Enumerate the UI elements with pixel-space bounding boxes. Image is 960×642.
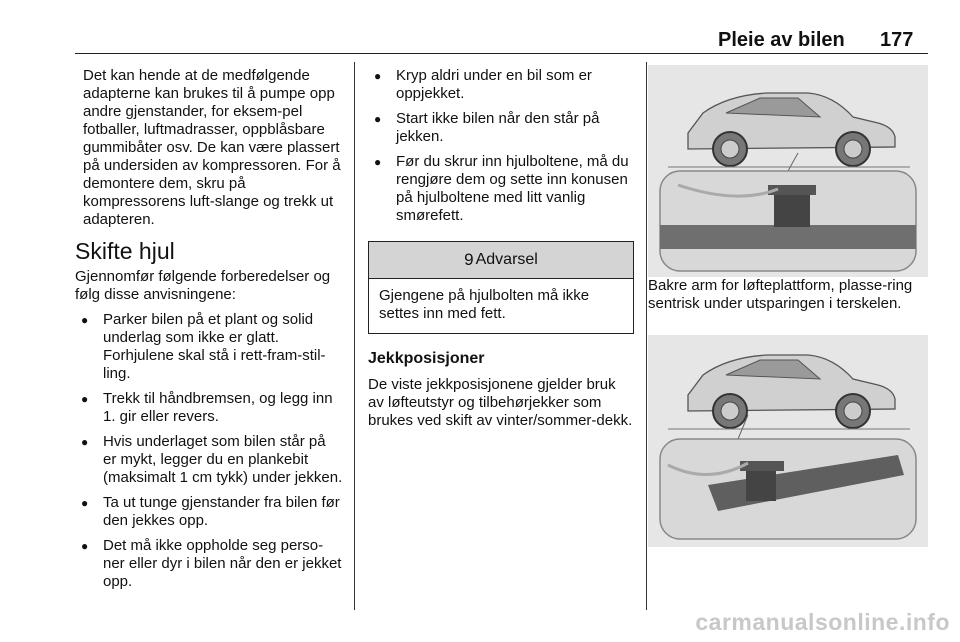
column-2 <box>368 67 634 430</box>
column-divider-2 <box>646 62 647 610</box>
page-section-title: Pleie av bilen <box>718 29 845 51</box>
list-item: ● Ta ut tunge gjenstander fra bilen før den jekkes opp. <box>75 494 343 530</box>
list-item: ● Parker bilen på et plant og solid underlag som ikke er glatt. Forhjulene skal stå i rett-fram-stil-ling. <box>75 311 343 383</box>
list-item: ● Kryp aldri under en bil som er oppjekket. <box>368 67 634 103</box>
page-number: 177 <box>880 29 914 51</box>
footer-watermark: carmanualsonline.info <box>695 609 950 635</box>
intro-paragraph: Det kan hende at de medfølgende adapterne kan brukes til å pumpe opp andre gjenstander, for eksem-pel fotballer, luftmadrasser, oppblåsbare gummibåter osv. De kan være plassert på undersiden av kompressoren. For å demontere dem, skru på kompressorens luft-slange og trekk ut adapteren. <box>83 67 341 228</box>
jack-point-illustration-1 <box>648 65 928 277</box>
warning-title: Advarsel <box>475 251 538 268</box>
column-divider-1 <box>354 62 355 610</box>
lead-paragraph: Gjennomfør følgende forberedelser og følg disse anvisningene: <box>75 268 331 303</box>
section-heading: Skifte hjul <box>75 238 175 264</box>
list-item: ● Hvis underlaget som bilen står på er mykt, legger du en plankebit (maksimalt 1 cm tykk) under jekken. <box>75 433 343 487</box>
jack-point-illustration-2 <box>648 335 928 547</box>
body-paragraph: De viste jekkposisjonene gjelder bruk av løfteutstyr og tilbehørjekker som brukes ved skift av vinter/sommer-dekk. <box>368 376 633 429</box>
bullet-list-1 <box>75 311 343 591</box>
column-3 <box>648 65 928 547</box>
warning-icon: 9 <box>464 250 474 269</box>
column-1 <box>75 67 343 591</box>
list-item: ● Start ikke bilen når den står på jekken. <box>368 110 634 146</box>
warning-header <box>369 242 633 279</box>
list-item: ● Det må ikke oppholde seg perso-ner eller dyr i bilen når den er jekket opp. <box>75 537 343 591</box>
subheading: Jekkposisjoner <box>368 350 485 367</box>
header-divider <box>75 53 928 54</box>
list-item: ● Trekk til håndbremsen, og legg inn 1. gir eller revers. <box>75 390 343 426</box>
list-item: ● Før du skrur inn hjulboltene, må du rengjøre dem og sette inn konusen på hjulboltene med litt vanlig smørefett. <box>368 153 634 225</box>
bullet-list-2 <box>368 67 634 225</box>
warning-box <box>368 241 634 334</box>
warning-text: Gjengene på hjulbolten må ikke settes inn med fett. <box>379 287 590 322</box>
illustration-caption: Bakre arm for løfteplattform, plasse-ring sentrisk under utsparingen i terskelen. <box>648 277 913 312</box>
